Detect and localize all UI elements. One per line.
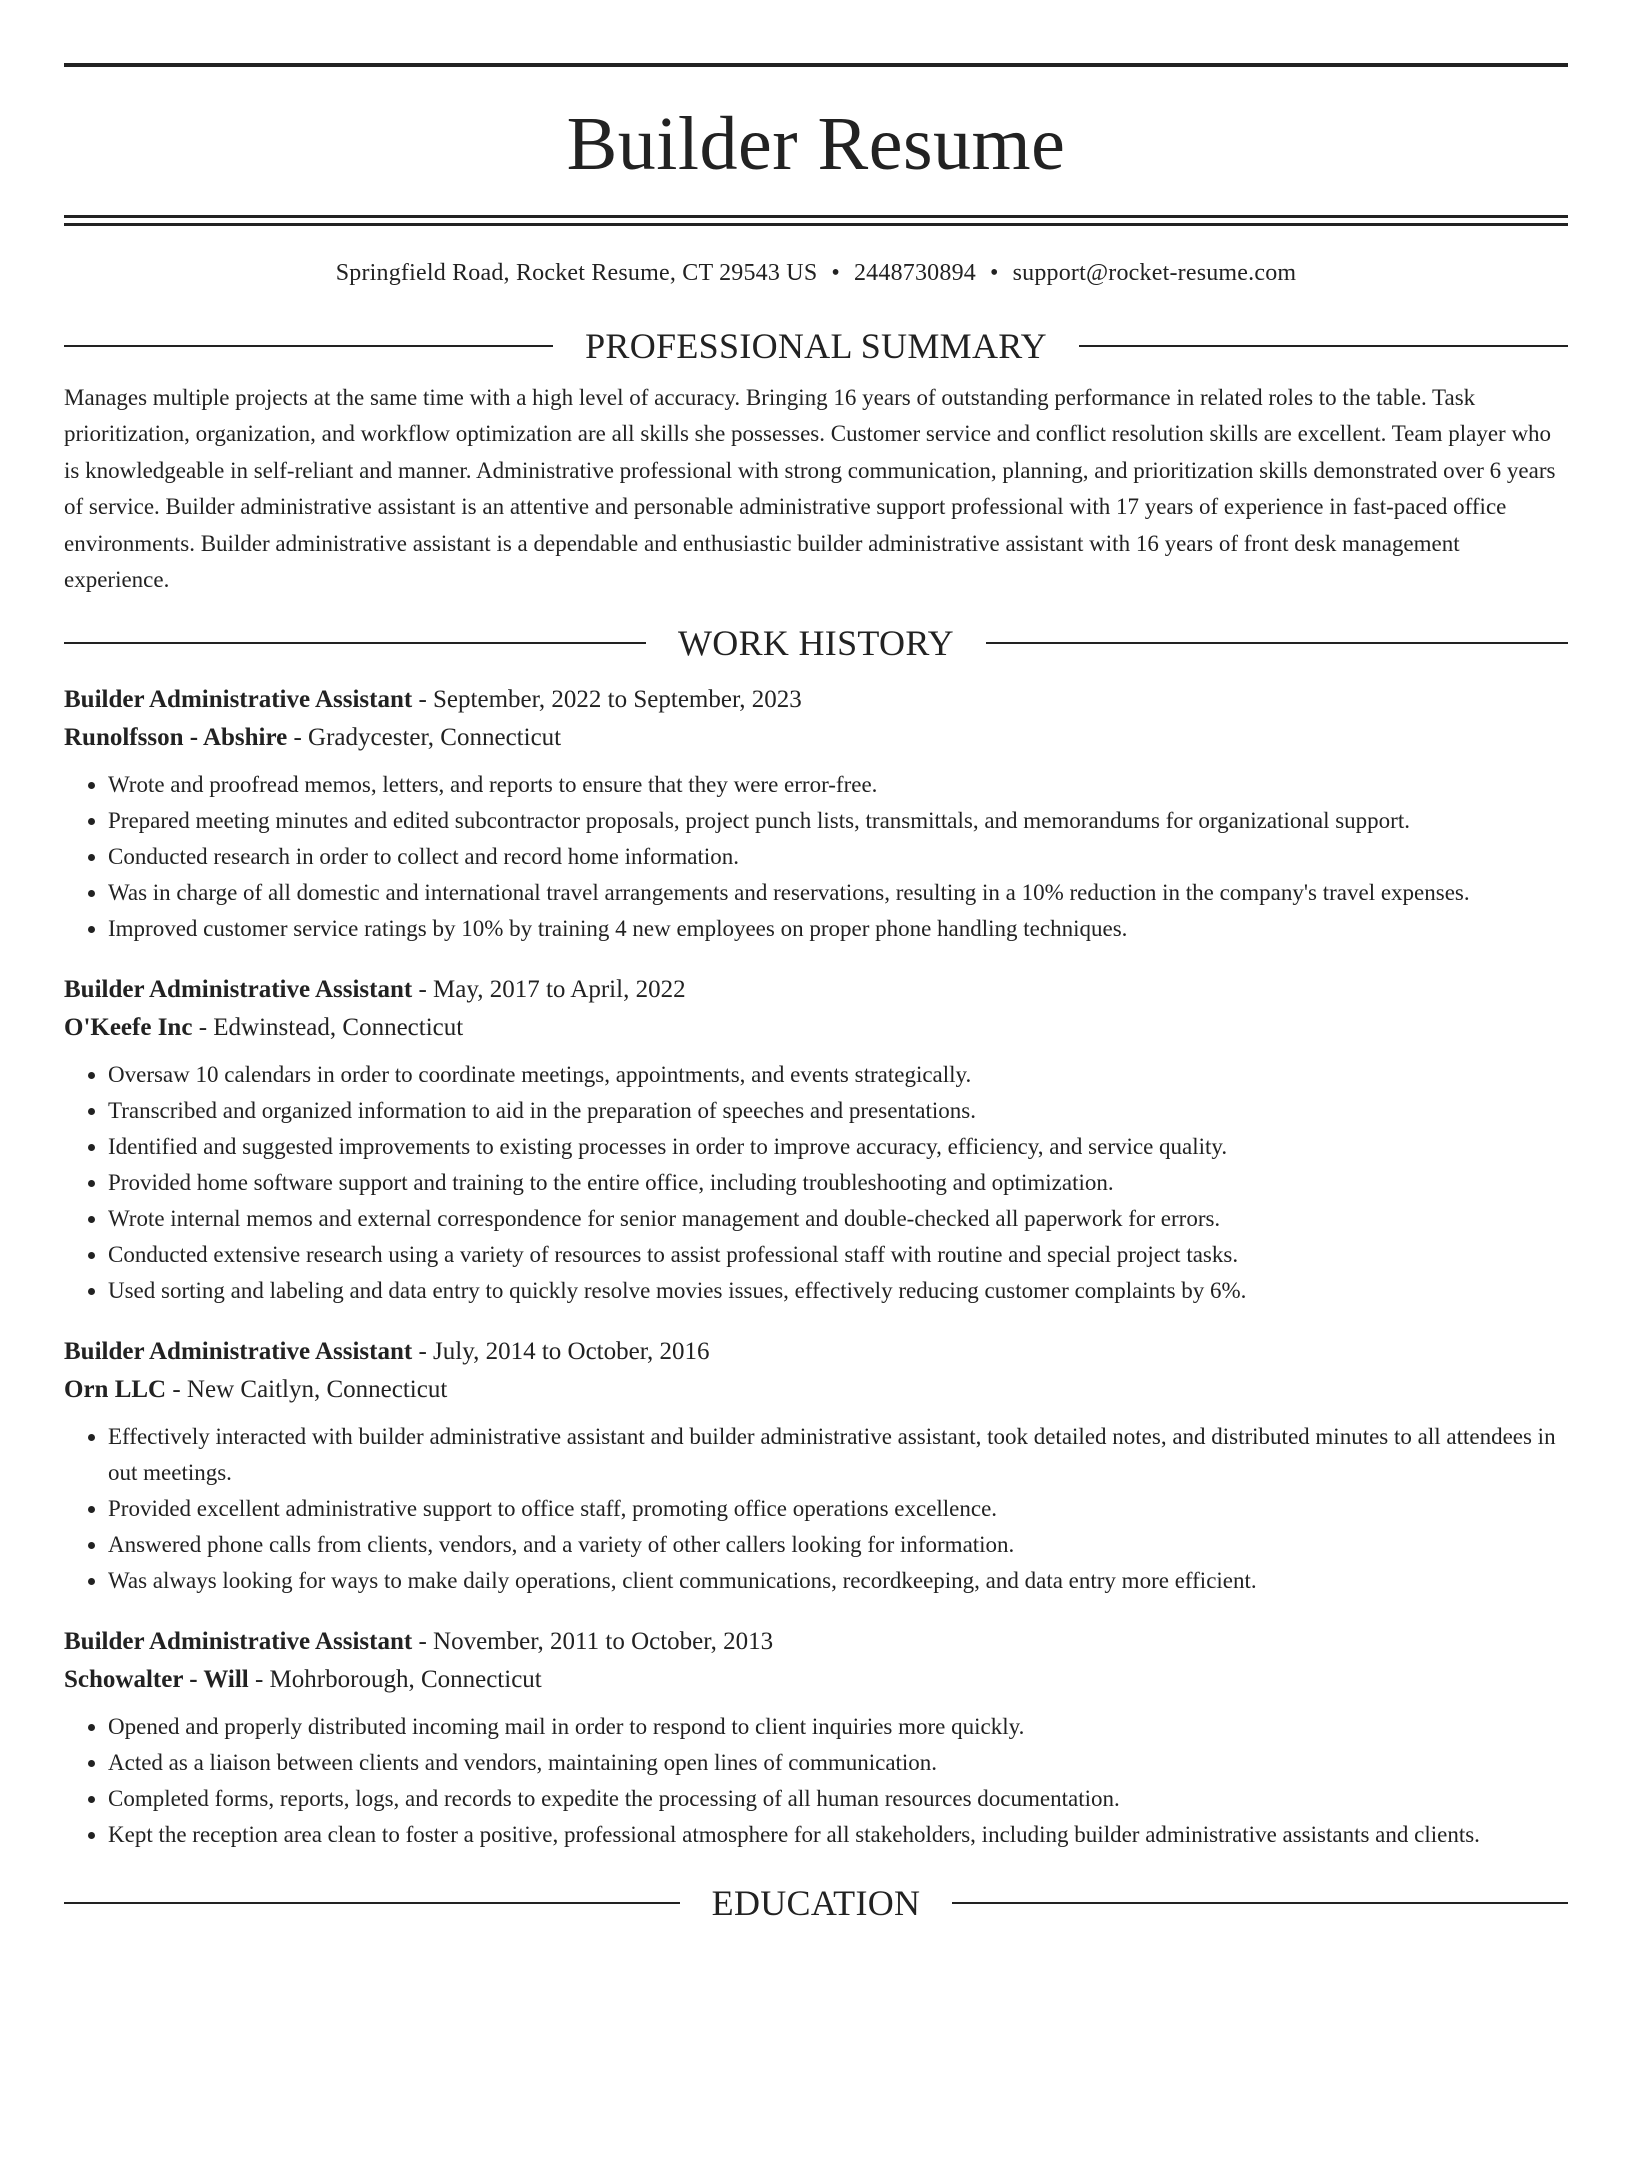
job-title-line bbox=[64, 681, 1568, 719]
summary-heading-title: PROFESSIONAL SUMMARY bbox=[585, 326, 1047, 366]
job-dates: - September, 2022 to September, 2023 bbox=[412, 686, 802, 714]
job-entry bbox=[64, 1623, 1568, 1853]
job-entry bbox=[64, 1333, 1568, 1599]
job-bullets bbox=[64, 767, 1568, 947]
contact-email: support@rocket-resume.com bbox=[1012, 260, 1297, 286]
job-company: Orn LLC bbox=[64, 1376, 167, 1404]
job-title: Builder Administrative Assistant bbox=[64, 976, 413, 1004]
job-company: Schowalter - Will bbox=[64, 1666, 249, 1694]
job-company-line bbox=[64, 1371, 1568, 1409]
job-company: Runolfsson - Abshire bbox=[64, 724, 288, 752]
job-bullet: • Wrote internal memos and external correspondence for senior management and double-checked all paperwork for errors. bbox=[108, 1201, 1568, 1237]
contact-separator: • bbox=[989, 260, 999, 286]
job-title-line bbox=[64, 1333, 1568, 1371]
job-entry bbox=[64, 971, 1568, 1309]
job-company-line bbox=[64, 1661, 1568, 1699]
job-bullet: • Conducted research in order to collect and record home information. bbox=[108, 839, 1568, 875]
job-title: Builder Administrative Assistant bbox=[64, 1628, 413, 1656]
job-company-line bbox=[64, 1009, 1568, 1047]
contact-line bbox=[64, 258, 1568, 288]
name-double-divider bbox=[64, 215, 1568, 226]
resume-page bbox=[0, 63, 1632, 2175]
job-bullet: • Transcribed and organized information to aid in the preparation of speeches and presentations. bbox=[108, 1093, 1568, 1129]
job-bullet: • Oversaw 10 calendars in order to coordinate meetings, appointments, and events strategically. bbox=[108, 1057, 1568, 1093]
job-company-line bbox=[64, 719, 1568, 757]
job-bullet: • Answered phone calls from clients, vendors, and a variety of other callers looking for information. bbox=[108, 1527, 1568, 1563]
job-bullet: • Acted as a liaison between clients and vendors, maintaining open lines of communication. bbox=[108, 1745, 1568, 1781]
education-heading-title: EDUCATION bbox=[711, 1883, 921, 1924]
job-bullet: • Completed forms, reports, logs, and records to expedite the processing of all human resources documentation. bbox=[108, 1781, 1568, 1817]
job-bullet: • Kept the reception area clean to foster a positive, professional atmosphere for all stakeholders, including builder administrative assistants and clients. bbox=[108, 1817, 1568, 1853]
job-bullet: • Was always looking for ways to make daily operations, client communications, recordkeeping, and data entry more efficient. bbox=[108, 1563, 1568, 1599]
top-divider bbox=[64, 63, 1568, 67]
job-bullet: • Provided home software support and training to the entire office, including troubleshooting and optimization. bbox=[108, 1165, 1568, 1201]
job-title: Builder Administrative Assistant bbox=[64, 686, 413, 714]
job-bullet: • Identified and suggested improvements to existing processes in order to improve accuracy, efficiency, and service quality. bbox=[108, 1129, 1568, 1165]
contact-separator: • bbox=[831, 260, 840, 286]
job-bullet: • Improved customer service ratings by 10% by training 4 new employees on proper phone handling techniques. bbox=[108, 911, 1568, 947]
work-history-heading bbox=[64, 621, 1568, 665]
job-dates: - November, 2011 to October, 2013 bbox=[412, 1628, 774, 1656]
job-title-line bbox=[64, 1623, 1568, 1661]
heading-rule-right bbox=[986, 642, 1568, 644]
heading-rule-right bbox=[1079, 345, 1568, 347]
job-bullet: • Provided excellent administrative support to office staff, promoting office operations excellence. bbox=[108, 1491, 1568, 1527]
education-heading bbox=[64, 1881, 1568, 1925]
job-bullets bbox=[64, 1709, 1568, 1853]
job-title-line bbox=[64, 971, 1568, 1009]
job-title: Builder Administrative Assistant bbox=[64, 1338, 413, 1366]
job-location: - Gradycester, Connecticut bbox=[287, 724, 562, 752]
heading-rule-right bbox=[952, 1902, 1568, 1904]
job-bullet: • Effectively interacted with builder administrative assistant and builder administrative assistant, took detailed notes, and distributed minutes to all attendees in out meetings. bbox=[108, 1419, 1568, 1491]
summary-text: Manages multiple projects at the same time with a high level of accuracy. Bringing 16 years of outstanding performance in related roles to the table. Task prioritization, organization, and workflow optimization are all skills she possesses. Customer service and conflict resolution skills are excellent. Team player who is knowledgeable in self-reliant and manner. Administrative professional with strong communication, planning, and prioritization skills demonstrated over 6 years of service. Builder administrative assistant is an attentive and personable administrative support professional with 17 years of experience in fast-paced office environments. Builder administrative assistant is a dependable and enthusiastic builder administrative assistant with 16 years of front desk management experience. bbox=[64, 385, 1556, 593]
job-location: - Edwinstead, Connecticut bbox=[192, 1014, 464, 1042]
job-dates: - May, 2017 to April, 2022 bbox=[412, 976, 686, 1004]
work-history-list bbox=[64, 681, 1568, 1853]
work-history-heading-title: WORK HISTORY bbox=[678, 623, 954, 664]
heading-rule-left bbox=[64, 345, 553, 347]
job-bullets bbox=[64, 1057, 1568, 1309]
job-dates: - July, 2014 to October, 2016 bbox=[412, 1338, 710, 1366]
job-location: - Mohrborough, Connecticut bbox=[248, 1666, 542, 1694]
heading-rule-left bbox=[64, 1902, 680, 1904]
contact-address: Springfield Road, Rocket Resume, CT 29543 US bbox=[335, 260, 818, 286]
job-location: - New Caitlyn, Connecticut bbox=[166, 1376, 448, 1404]
job-entry bbox=[64, 681, 1568, 947]
summary-heading bbox=[64, 324, 1568, 368]
job-bullet: • Opened and properly distributed incoming mail in order to respond to client inquiries more quickly. bbox=[108, 1709, 1568, 1745]
job-bullet: • Used sorting and labeling and data entry to quickly resolve movies issues, effectively reducing customer complaints by 6%. bbox=[108, 1273, 1568, 1309]
job-bullet: • Conducted extensive research using a variety of resources to assist professional staff with routine and special project tasks. bbox=[108, 1237, 1568, 1273]
job-company: O'Keefe Inc bbox=[64, 1014, 193, 1042]
resume-name: Builder Resume bbox=[566, 102, 1066, 186]
job-bullet: • Wrote and proofread memos, letters, and reports to ensure that they were error-free. bbox=[108, 767, 1568, 803]
job-bullet: • Prepared meeting minutes and edited subcontractor proposals, project punch lists, transmittals, and memorandums for organizational support. bbox=[108, 803, 1568, 839]
job-bullets bbox=[64, 1419, 1568, 1599]
contact-phone: 2448730894 bbox=[853, 260, 976, 286]
job-bullet: • Was in charge of all domestic and international travel arrangements and reservations, resulting in a 10% reduction in the company's travel expenses. bbox=[108, 875, 1568, 911]
heading-rule-left bbox=[64, 642, 646, 644]
